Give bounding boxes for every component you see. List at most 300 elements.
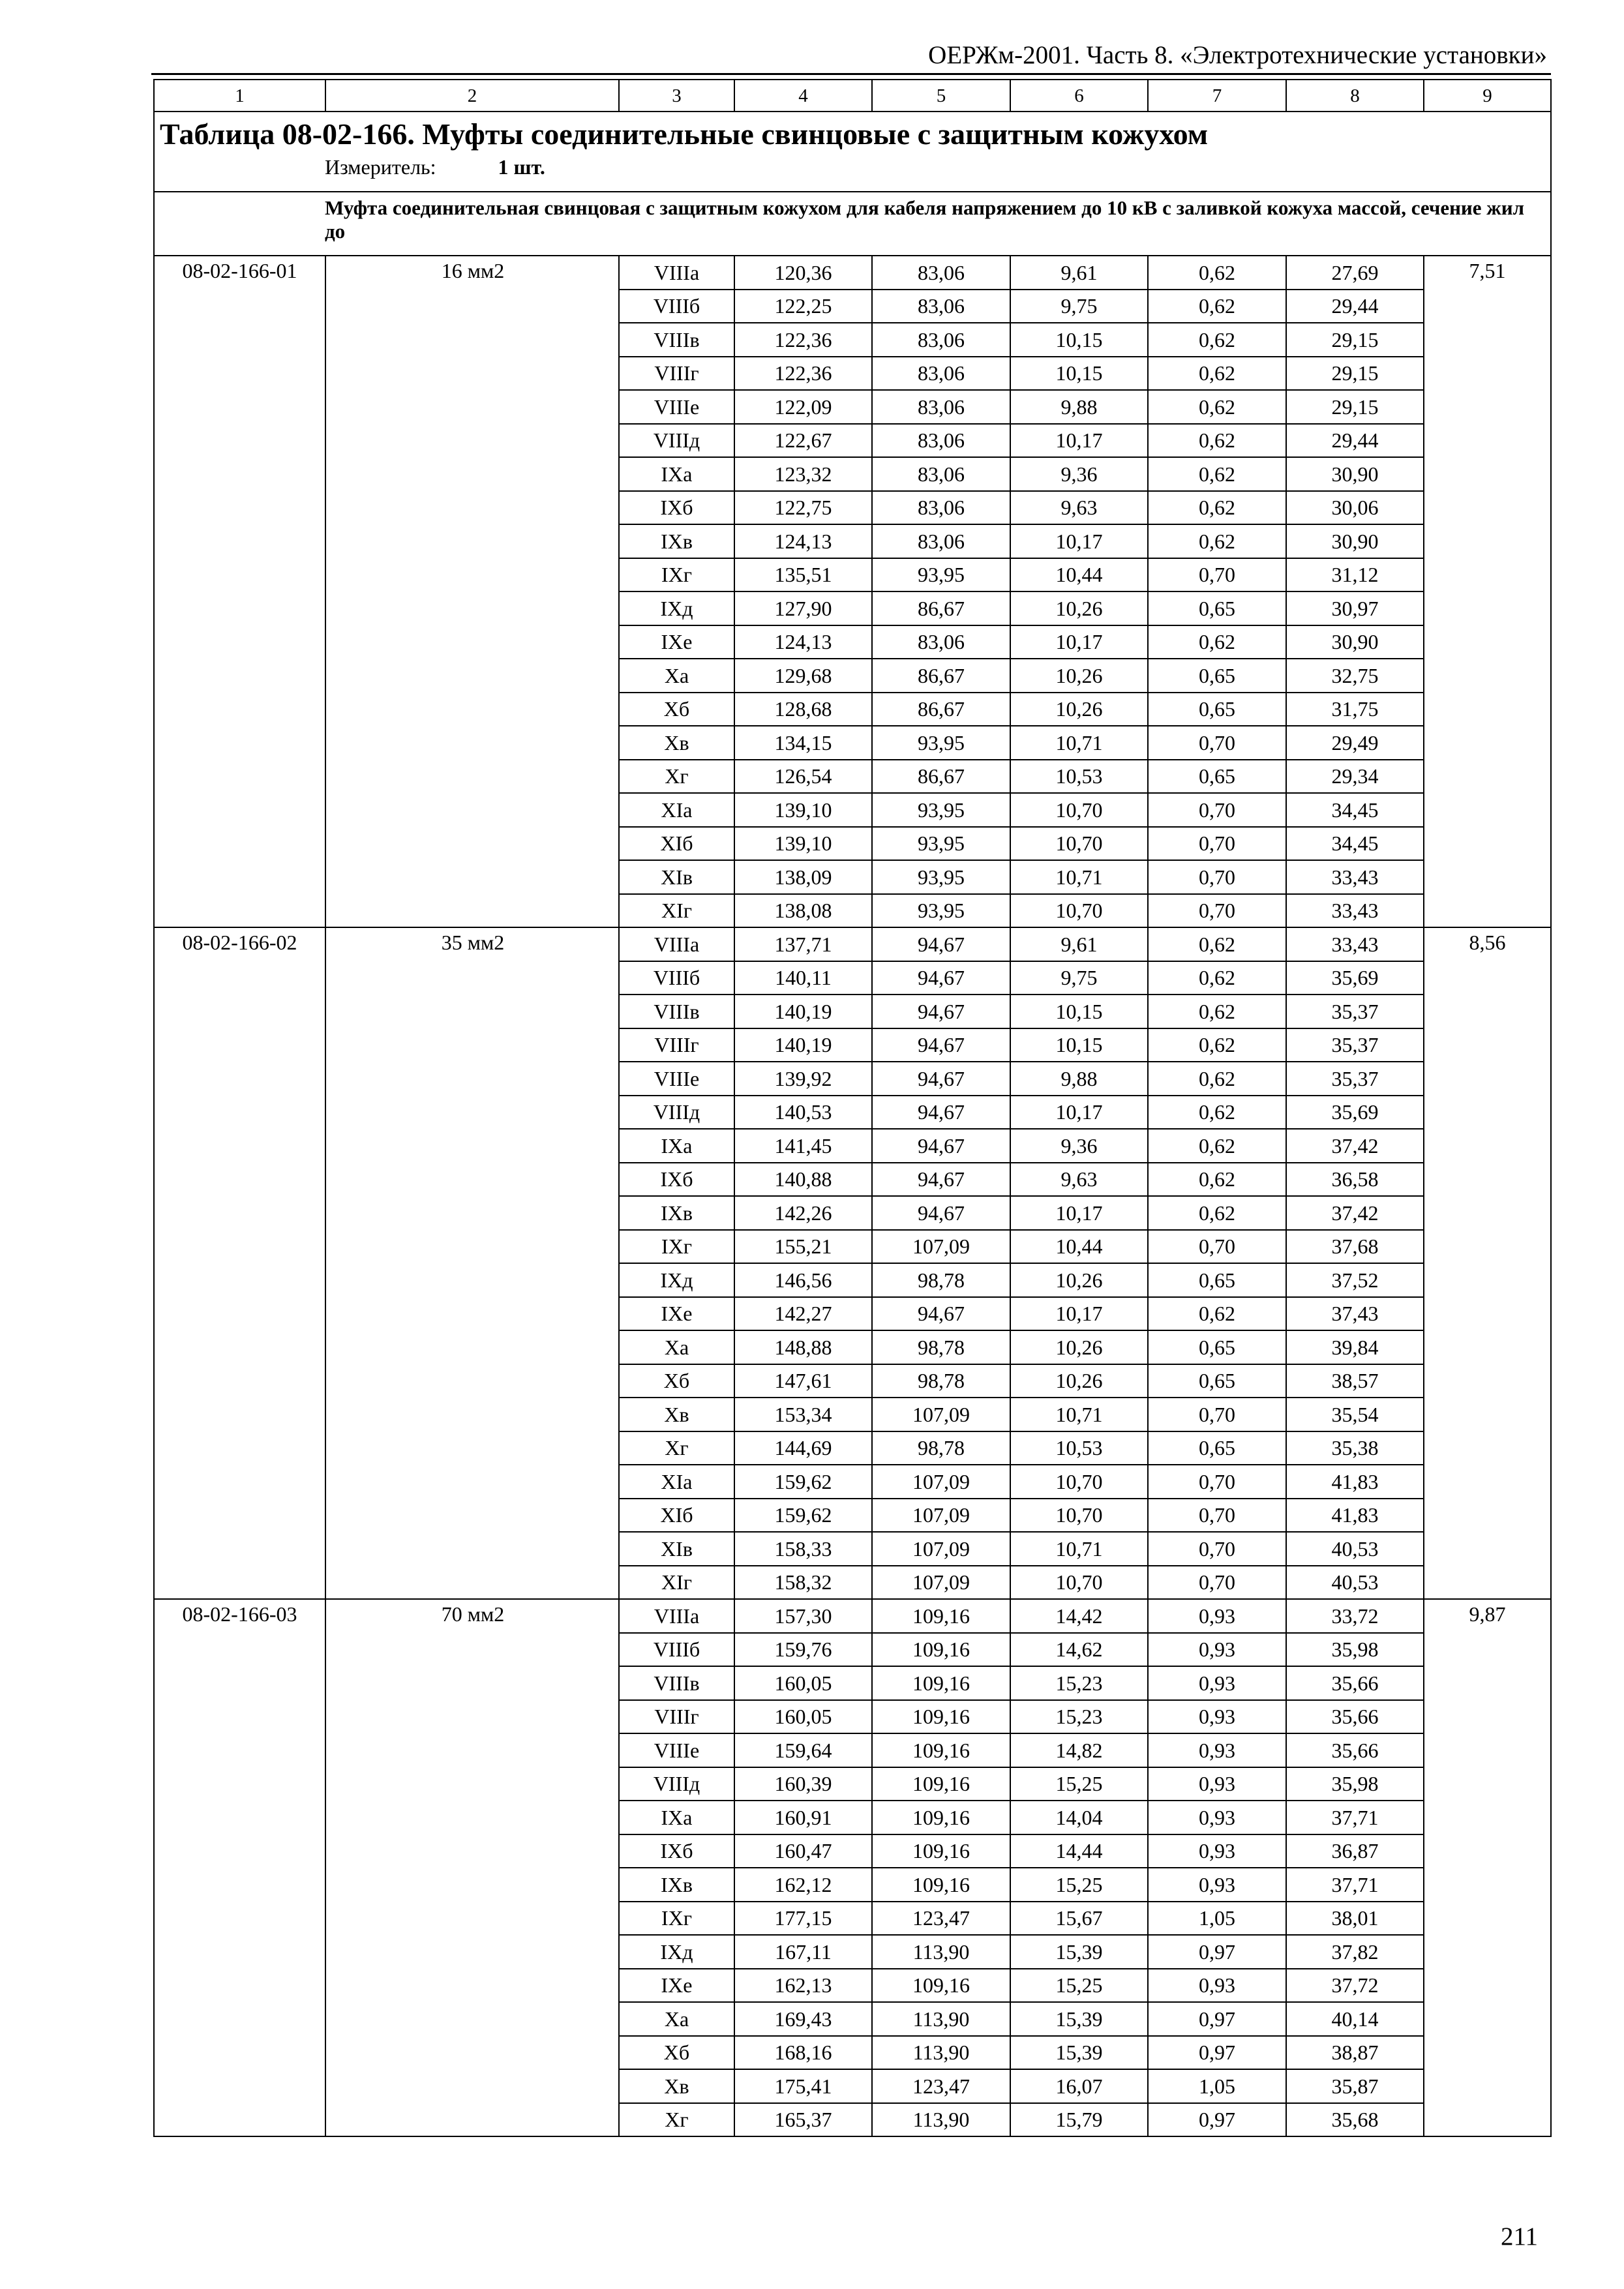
column-9-value: 9,87 — [1424, 1599, 1551, 2136]
table-cell: 9,63 — [1010, 1163, 1148, 1197]
table-cell: 86,67 — [872, 659, 1010, 693]
table-cell: 160,05 — [734, 1700, 872, 1734]
table-cell: 177,15 — [734, 1902, 872, 1936]
table-cell: 122,09 — [734, 390, 872, 424]
zone-code: VIIIе — [619, 1062, 734, 1096]
table-cell: 10,26 — [1010, 1263, 1148, 1297]
zone-code: XIг — [619, 1566, 734, 1600]
table-cell: 137,71 — [734, 927, 872, 961]
table-cell: 94,67 — [872, 995, 1010, 1028]
table-cell: 10,70 — [1010, 827, 1148, 861]
table-cell: 142,26 — [734, 1196, 872, 1230]
table-cell: 107,09 — [872, 1465, 1010, 1499]
table-cell: 10,70 — [1010, 1499, 1148, 1533]
column-number: 2 — [325, 80, 619, 112]
table-cell: 160,05 — [734, 1666, 872, 1700]
table-cell: 86,67 — [872, 693, 1010, 726]
table-cell: 37,42 — [1286, 1129, 1424, 1163]
zone-code: Xг — [619, 1431, 734, 1465]
column-number: 1 — [154, 80, 325, 112]
table-cell: 0,65 — [1148, 591, 1286, 625]
table-cell: 37,42 — [1286, 1196, 1424, 1230]
table-cell: 0,70 — [1148, 1532, 1286, 1566]
table-cell: 15,23 — [1010, 1700, 1148, 1734]
table-cell: 10,70 — [1010, 1465, 1148, 1499]
rate-code: 08-02-166-01 — [154, 256, 325, 927]
table-cell: 10,71 — [1010, 1398, 1148, 1431]
zone-code: XIв — [619, 860, 734, 894]
table-cell: 93,95 — [872, 558, 1010, 592]
zone-code: XIб — [619, 827, 734, 861]
zone-code: IXа — [619, 1801, 734, 1834]
zone-code: VIIIг — [619, 357, 734, 391]
table-cell: 168,16 — [734, 2036, 872, 2070]
zone-code: Xв — [619, 1398, 734, 1431]
table-cell: 10,15 — [1010, 357, 1148, 391]
running-title: ОЕРЖм-2001. Часть 8. «Электротехнические установки» — [928, 41, 1547, 69]
table-cell: 86,67 — [872, 760, 1010, 794]
column-number: 5 — [872, 80, 1010, 112]
table-cell: 83,06 — [872, 524, 1010, 558]
zone-code: IXг — [619, 558, 734, 592]
table-cell: 30,06 — [1286, 491, 1424, 525]
zone-code: IXе — [619, 625, 734, 659]
table-cell: 0,62 — [1148, 390, 1286, 424]
zone-code: VIIIб — [619, 961, 734, 995]
table-cell: 10,71 — [1010, 1532, 1148, 1566]
zone-code: XIв — [619, 1532, 734, 1566]
table-cell: 98,78 — [872, 1431, 1010, 1465]
table-cell: 35,37 — [1286, 995, 1424, 1028]
measure-line — [325, 153, 1545, 181]
zone-code: IXа — [619, 1129, 734, 1163]
table-cell: 0,65 — [1148, 659, 1286, 693]
table-cell: 31,12 — [1286, 558, 1424, 592]
table-cell: 0,93 — [1148, 1666, 1286, 1700]
zone-code: VIIIе — [619, 1733, 734, 1767]
table-cell: 10,71 — [1010, 860, 1148, 894]
table-cell: 83,06 — [872, 390, 1010, 424]
table-cell: 0,62 — [1148, 290, 1286, 323]
table-cell: 41,83 — [1286, 1499, 1424, 1533]
table-cell: 107,09 — [872, 1230, 1010, 1264]
table-cell: 159,64 — [734, 1733, 872, 1767]
zone-code: IXг — [619, 1902, 734, 1936]
table-cell: 169,43 — [734, 2002, 872, 2036]
table-cell: 0,62 — [1148, 927, 1286, 961]
table-cell: 0,62 — [1148, 1163, 1286, 1197]
table-cell: 0,70 — [1148, 1398, 1286, 1431]
table-cell: 153,34 — [734, 1398, 872, 1431]
table-cell: 29,34 — [1286, 760, 1424, 794]
table-cell: 94,67 — [872, 1129, 1010, 1163]
table-cell: 109,16 — [872, 1801, 1010, 1834]
table-cell: 9,75 — [1010, 290, 1148, 323]
table-cell: 122,75 — [734, 491, 872, 525]
table-cell: 34,45 — [1286, 793, 1424, 827]
zone-code: VIIIг — [619, 1028, 734, 1062]
table-cell: 0,65 — [1148, 1263, 1286, 1297]
table-cell: 120,36 — [734, 256, 872, 290]
table-cell: 9,36 — [1010, 457, 1148, 491]
table-cell: 134,15 — [734, 726, 872, 760]
measure-label: Измеритель: — [325, 155, 436, 179]
zone-code: IXе — [619, 1297, 734, 1331]
table-cell: 0,70 — [1148, 1566, 1286, 1600]
table-cell: 38,57 — [1286, 1364, 1424, 1398]
table-cell: 9,88 — [1010, 1062, 1148, 1096]
table-cell: 37,52 — [1286, 1263, 1424, 1297]
table-cell: 10,26 — [1010, 1330, 1148, 1364]
zone-code: VIIIд — [619, 1767, 734, 1801]
table-cell: 0,93 — [1148, 1969, 1286, 2003]
table-cell: 15,39 — [1010, 1935, 1148, 1969]
table-cell: 139,92 — [734, 1062, 872, 1096]
table-cell: 127,90 — [734, 591, 872, 625]
table-cell: 41,83 — [1286, 1465, 1424, 1499]
conductor-section: 70 мм2 — [325, 1599, 619, 2136]
table-cell: 16,07 — [1010, 2069, 1148, 2103]
table-cell: 9,88 — [1010, 390, 1148, 424]
table-cell: 34,45 — [1286, 827, 1424, 861]
table-cell: 138,08 — [734, 894, 872, 928]
table-cell: 141,45 — [734, 1129, 872, 1163]
zone-code: IXд — [619, 1935, 734, 1969]
table-cell: 35,37 — [1286, 1062, 1424, 1096]
table-cell: 109,16 — [872, 1767, 1010, 1801]
table-title: Таблица 08-02-166. Муфты соединительные свинцовые с защитным кожухом — [160, 117, 1209, 151]
table-cell: 113,90 — [872, 2036, 1010, 2070]
table-cell: 38,87 — [1286, 2036, 1424, 2070]
table-cell: 30,97 — [1286, 591, 1424, 625]
table-cell: 107,09 — [872, 1398, 1010, 1431]
table-cell: 0,97 — [1148, 2002, 1286, 2036]
table-cell: 0,62 — [1148, 995, 1286, 1028]
table-cell: 9,63 — [1010, 491, 1148, 525]
table-cell: 10,26 — [1010, 591, 1148, 625]
table-cell: 0,93 — [1148, 1633, 1286, 1667]
table-cell: 35,68 — [1286, 2103, 1424, 2137]
table-cell: 0,70 — [1148, 1465, 1286, 1499]
table-cell: 0,70 — [1148, 726, 1286, 760]
table-cell: 0,62 — [1148, 1297, 1286, 1331]
table-cell: 14,82 — [1010, 1733, 1148, 1767]
table-cell: 93,95 — [872, 827, 1010, 861]
column-9-value: 8,56 — [1424, 927, 1551, 1599]
zone-code: Xв — [619, 726, 734, 760]
table-cell: 35,37 — [1286, 1028, 1424, 1062]
table-cell: 94,67 — [872, 1196, 1010, 1230]
table-cell: 10,26 — [1010, 693, 1148, 726]
table-cell: 9,61 — [1010, 256, 1148, 290]
table-cell: 37,71 — [1286, 1868, 1424, 1902]
table-cell: 138,09 — [734, 860, 872, 894]
table-cell: 0,93 — [1148, 1767, 1286, 1801]
zone-code: Xб — [619, 2036, 734, 2070]
rate-code: 08-02-166-03 — [154, 1599, 325, 2136]
table-cell: 113,90 — [872, 1935, 1010, 1969]
table-cell: 0,93 — [1148, 1733, 1286, 1767]
table-cell: 10,15 — [1010, 1028, 1148, 1062]
table-cell: 9,75 — [1010, 961, 1148, 995]
table-cell: 10,44 — [1010, 558, 1148, 592]
table-cell: 139,10 — [734, 827, 872, 861]
table-cell: 147,61 — [734, 1364, 872, 1398]
table-cell: 10,70 — [1010, 894, 1148, 928]
table-cell: 35,66 — [1286, 1666, 1424, 1700]
table-cell: 0,93 — [1148, 1834, 1286, 1868]
table-cell: 0,62 — [1148, 457, 1286, 491]
table-cell: 140,19 — [734, 1028, 872, 1062]
zone-code: IXв — [619, 524, 734, 558]
table-cell: 15,79 — [1010, 2103, 1148, 2137]
table-cell: 14,62 — [1010, 1633, 1148, 1667]
table-cell: 10,17 — [1010, 1297, 1148, 1331]
zone-code: VIIIв — [619, 323, 734, 357]
table-cell: 14,44 — [1010, 1834, 1148, 1868]
zone-code: VIIIа — [619, 256, 734, 290]
table-cell: 94,67 — [872, 927, 1010, 961]
table-cell: 0,62 — [1148, 1129, 1286, 1163]
table-cell: 27,69 — [1286, 256, 1424, 290]
table-cell: 31,75 — [1286, 693, 1424, 726]
table-cell: 0,62 — [1148, 424, 1286, 458]
table-cell: 140,88 — [734, 1163, 872, 1197]
column-number: 8 — [1286, 80, 1424, 112]
table-row — [154, 927, 1551, 961]
table-cell: 109,16 — [872, 1700, 1010, 1734]
table-cell: 36,87 — [1286, 1834, 1424, 1868]
table-cell: 83,06 — [872, 424, 1010, 458]
table-cell: 35,66 — [1286, 1733, 1424, 1767]
table-cell: 165,37 — [734, 2103, 872, 2137]
table-cell: 109,16 — [872, 1599, 1010, 1633]
table-cell: 38,01 — [1286, 1902, 1424, 1936]
table-cell: 94,67 — [872, 1096, 1010, 1130]
table-cell: 0,93 — [1148, 1868, 1286, 1902]
zone-code: XIа — [619, 793, 734, 827]
table-cell: 0,62 — [1148, 256, 1286, 290]
table-cell: 0,97 — [1148, 1935, 1286, 1969]
table-cell: 123,47 — [872, 1902, 1010, 1936]
table-cell: 0,97 — [1148, 2036, 1286, 2070]
table-cell: 123,32 — [734, 457, 872, 491]
table-cell: 126,54 — [734, 760, 872, 794]
table-cell: 37,71 — [1286, 1801, 1424, 1834]
table-cell: 29,44 — [1286, 424, 1424, 458]
table-cell: 10,17 — [1010, 1196, 1148, 1230]
table-cell: 0,70 — [1148, 1230, 1286, 1264]
table-cell: 0,62 — [1148, 1096, 1286, 1130]
zone-code: IXа — [619, 457, 734, 491]
table-cell: 0,70 — [1148, 558, 1286, 592]
column-number: 9 — [1424, 80, 1551, 112]
table-cell: 98,78 — [872, 1263, 1010, 1297]
table-cell: 10,17 — [1010, 524, 1148, 558]
table-cell: 109,16 — [872, 1969, 1010, 2003]
table-cell: 0,70 — [1148, 1499, 1286, 1533]
conductor-section: 16 мм2 — [325, 256, 619, 927]
table-cell: 14,04 — [1010, 1801, 1148, 1834]
zone-code: Xг — [619, 2103, 734, 2137]
rate-code: 08-02-166-02 — [154, 927, 325, 1599]
table-cell: 0,62 — [1148, 625, 1286, 659]
table-cell: 40,14 — [1286, 2002, 1424, 2036]
table-cell: 0,65 — [1148, 1431, 1286, 1465]
measure-value: 1 шт. — [498, 155, 545, 179]
table-cell: 0,70 — [1148, 860, 1286, 894]
table-cell: 83,06 — [872, 357, 1010, 391]
table-cell: 39,84 — [1286, 1330, 1424, 1364]
table-cell: 0,93 — [1148, 1700, 1286, 1734]
table-cell: 140,11 — [734, 961, 872, 995]
table-cell: 10,15 — [1010, 995, 1148, 1028]
table-cell: 83,06 — [872, 323, 1010, 357]
zone-code: Xб — [619, 1364, 734, 1398]
table-cell: 159,76 — [734, 1633, 872, 1667]
zone-code: XIа — [619, 1465, 734, 1499]
table-cell: 10,70 — [1010, 1566, 1148, 1600]
table-title-cell — [154, 112, 1551, 192]
table-cell: 94,67 — [872, 1028, 1010, 1062]
header-rule — [151, 73, 1551, 75]
table-cell: 123,47 — [872, 2069, 1010, 2103]
table-cell: 0,62 — [1148, 357, 1286, 391]
table-cell: 148,88 — [734, 1330, 872, 1364]
table-cell: 10,15 — [1010, 323, 1148, 357]
table-cell: 158,33 — [734, 1532, 872, 1566]
table-cell: 109,16 — [872, 1633, 1010, 1667]
table-cell: 107,09 — [872, 1532, 1010, 1566]
table-cell: 37,43 — [1286, 1297, 1424, 1331]
table-cell: 124,13 — [734, 625, 872, 659]
table-cell: 113,90 — [872, 2002, 1010, 2036]
table-cell: 10,53 — [1010, 1431, 1148, 1465]
table-cell: 10,17 — [1010, 1096, 1148, 1130]
zone-code: IXг — [619, 1230, 734, 1264]
zone-code: IXв — [619, 1868, 734, 1902]
zone-code: IXе — [619, 1969, 734, 2003]
zone-code: VIIIа — [619, 927, 734, 961]
description-row — [154, 192, 1551, 256]
zone-code: IXб — [619, 1163, 734, 1197]
table-cell: 35,87 — [1286, 2069, 1424, 2103]
table-cell: 175,41 — [734, 2069, 872, 2103]
zone-code: IXб — [619, 491, 734, 525]
table-cell: 140,19 — [734, 995, 872, 1028]
table-cell: 162,12 — [734, 1868, 872, 1902]
table-cell: 83,06 — [872, 290, 1010, 323]
zone-code: VIIIд — [619, 424, 734, 458]
table-cell: 15,39 — [1010, 2002, 1148, 2036]
table-cell: 29,15 — [1286, 323, 1424, 357]
table-row — [154, 256, 1551, 290]
table-cell: 144,69 — [734, 1431, 872, 1465]
table-cell: 37,68 — [1286, 1230, 1424, 1264]
table-cell: 140,53 — [734, 1096, 872, 1130]
table-cell: 35,66 — [1286, 1700, 1424, 1734]
table-cell: 93,95 — [872, 726, 1010, 760]
table-cell: 159,62 — [734, 1465, 872, 1499]
table-cell: 35,38 — [1286, 1431, 1424, 1465]
table-cell: 124,13 — [734, 524, 872, 558]
table-cell: 142,27 — [734, 1297, 872, 1331]
table-title-row — [154, 112, 1551, 192]
table-cell: 157,30 — [734, 1599, 872, 1633]
table-cell: 37,72 — [1286, 1969, 1424, 2003]
table-cell: 1,05 — [1148, 1902, 1286, 1936]
table-cell: 135,51 — [734, 558, 872, 592]
zone-code: VIIIб — [619, 290, 734, 323]
table-cell: 10,71 — [1010, 726, 1148, 760]
zone-code: IXд — [619, 591, 734, 625]
table-cell: 113,90 — [872, 2103, 1010, 2137]
table-cell: 35,69 — [1286, 1096, 1424, 1130]
column-number: 4 — [734, 80, 872, 112]
table-cell: 98,78 — [872, 1330, 1010, 1364]
table-cell: 162,13 — [734, 1969, 872, 2003]
table-cell: 159,62 — [734, 1499, 872, 1533]
table-cell: 0,65 — [1148, 1330, 1286, 1364]
table-cell: 10,26 — [1010, 1364, 1148, 1398]
table-cell: 29,15 — [1286, 357, 1424, 391]
table-cell: 37,82 — [1286, 1935, 1424, 1969]
column-9-value: 7,51 — [1424, 256, 1551, 927]
table-cell: 10,17 — [1010, 424, 1148, 458]
table-cell: 94,67 — [872, 1297, 1010, 1331]
table-cell: 0,93 — [1148, 1599, 1286, 1633]
table-cell: 15,25 — [1010, 1767, 1148, 1801]
table-cell: 9,61 — [1010, 927, 1148, 961]
table-cell: 98,78 — [872, 1364, 1010, 1398]
table-cell: 30,90 — [1286, 457, 1424, 491]
table-cell: 93,95 — [872, 793, 1010, 827]
table-cell: 109,16 — [872, 1834, 1010, 1868]
table-cell: 29,49 — [1286, 726, 1424, 760]
table-cell: 0,62 — [1148, 1028, 1286, 1062]
table-cell: 0,70 — [1148, 793, 1286, 827]
table-cell: 0,70 — [1148, 894, 1286, 928]
table-cell: 0,65 — [1148, 1364, 1286, 1398]
table-cell: 167,11 — [734, 1935, 872, 1969]
table-cell: 35,54 — [1286, 1398, 1424, 1431]
table-cell: 160,47 — [734, 1834, 872, 1868]
zone-code: VIIIв — [619, 995, 734, 1028]
table-cell: 35,98 — [1286, 1633, 1424, 1667]
table-cell: 1,05 — [1148, 2069, 1286, 2103]
table-cell: 107,09 — [872, 1499, 1010, 1533]
table-cell: 158,32 — [734, 1566, 872, 1600]
zone-code: Xа — [619, 1330, 734, 1364]
table-cell: 15,39 — [1010, 2036, 1148, 2070]
table-cell: 122,67 — [734, 424, 872, 458]
table-cell: 9,36 — [1010, 1129, 1148, 1163]
table-cell: 146,56 — [734, 1263, 872, 1297]
table-cell: 109,16 — [872, 1666, 1010, 1700]
table-cell: 109,16 — [872, 1868, 1010, 1902]
zone-code: VIIIд — [619, 1096, 734, 1130]
zone-code: VIIIг — [619, 1700, 734, 1734]
table-cell: 86,67 — [872, 591, 1010, 625]
table-cell: 0,62 — [1148, 524, 1286, 558]
table-cell: 160,39 — [734, 1767, 872, 1801]
zone-code: IXв — [619, 1196, 734, 1230]
table-cell: 160,91 — [734, 1801, 872, 1834]
table-cell: 94,67 — [872, 1062, 1010, 1096]
table-cell: 10,26 — [1010, 659, 1148, 693]
table-cell: 33,43 — [1286, 894, 1424, 928]
table-cell: 122,36 — [734, 357, 872, 391]
